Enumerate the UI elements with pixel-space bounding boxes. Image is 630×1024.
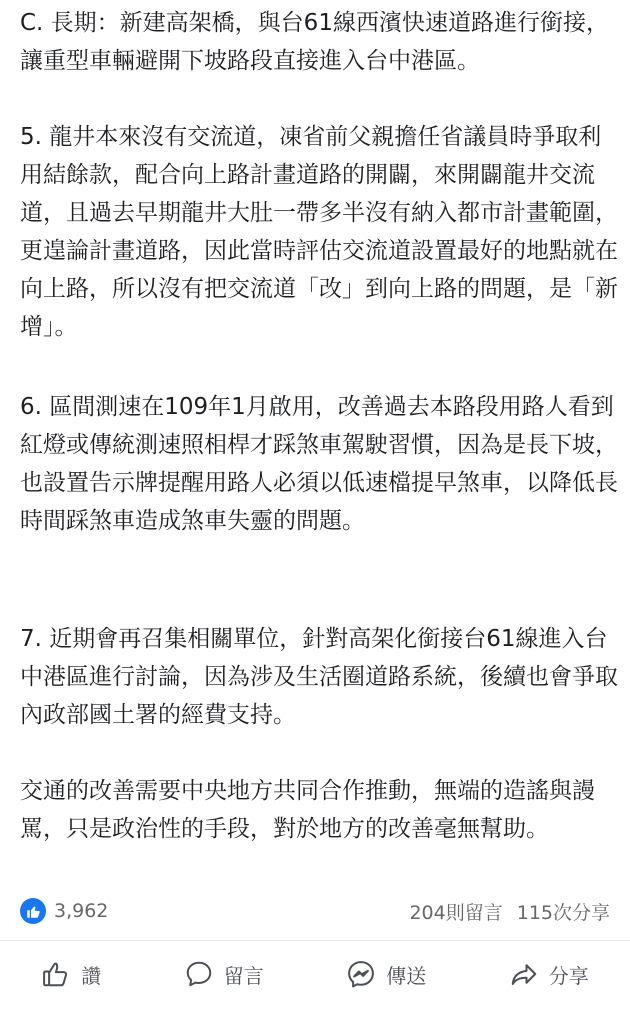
post-paragraph-c: C. 長期：新建高架橋，與台61線西濱快速道路進行銜接，讓重型車輛避開下坡路段直接進入台中港區。 xyxy=(20,10,609,74)
messenger-icon xyxy=(346,959,376,989)
divider xyxy=(0,940,630,941)
post-paragraph-7: 7. 近期會再召集相關單位，針對高架化銜接台61線進入台中港區進行討論，因為涉及生活圈道路系統，後續也會爭取內政部國土署的經費支持。 xyxy=(20,626,618,728)
post-paragraph-5: 5. 龍井本來沒有交流道，凍省前父親擔任省議員時爭取利用結餘款，配合向上路計畫道路的開闢，來開闢龍井交流道，且過去早期龍井大肚一帶多半沒有納入都市計畫範圍，更遑論計畫道路，因此當時評估交流道設置最好的地點就在向上路，所以沒有把交流道「改」到向上路的問題，是「新增」。 xyxy=(20,124,618,340)
comment-count[interactable]: 204則留言 xyxy=(409,901,503,924)
post-paragraph-6: 6. 區間測速在109年1月啟用，改善過去本路段用路人看到紅燈或傳統測速照相桿才踩煞車駕駛習慣，因為是長下坡，也設置告示牌提醒用路人必須以低速檔提早煞車，以降低長時間踩煞車造成煞車失靈的問題。 xyxy=(20,394,618,534)
post-actions xyxy=(0,950,630,998)
share-button-label: 分享 xyxy=(548,963,589,988)
post-paragraph-closing: 交通的改善需要中央地方共同合作推動，無端的造謠與謾罵，只是政治性的手段，對於地方的改善毫無幫助。 xyxy=(20,778,595,842)
comment-icon xyxy=(184,959,214,989)
like-reaction-icon xyxy=(20,898,46,924)
like-button[interactable] xyxy=(31,953,111,995)
send-button[interactable] xyxy=(336,953,436,995)
share-arrow-icon xyxy=(509,959,539,989)
comment-button[interactable] xyxy=(174,953,274,995)
thumbs-up-icon xyxy=(41,959,71,989)
share-button[interactable] xyxy=(499,953,599,995)
like-count: 3,962 xyxy=(54,900,109,922)
reaction-summary[interactable] xyxy=(20,898,108,924)
reaction-stats-row xyxy=(20,894,610,928)
send-button-label: 傳送 xyxy=(386,963,427,988)
comment-button-label: 留言 xyxy=(223,963,264,988)
like-button-label: 讚 xyxy=(81,963,102,988)
share-count[interactable]: 115次分享 xyxy=(516,901,610,924)
